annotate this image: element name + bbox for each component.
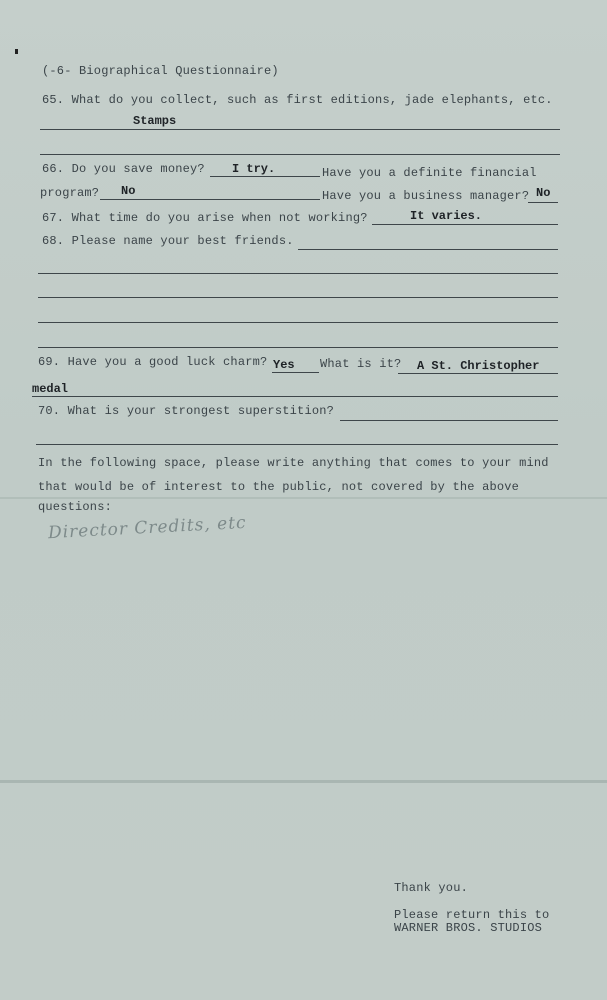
answer-line	[38, 273, 558, 274]
answer-67: It varies.	[410, 209, 483, 223]
ink-mark	[15, 49, 18, 54]
question-65: 65. What do you collect, such as first editions, jade elephants, etc.	[42, 93, 553, 107]
page-header: (-6- Biographical Questionnaire)	[42, 64, 279, 78]
return-line1: Please return this to	[394, 908, 550, 922]
answer-69-charm: Yes	[273, 358, 295, 372]
answer-66-save: I try.	[232, 162, 276, 176]
handwritten-note: Director Credits, etc	[47, 512, 248, 544]
question-69-part2: What is it?	[320, 357, 402, 371]
instructions-line1: In the following space, please write anything that comes to your mind	[38, 456, 549, 470]
answer-line	[40, 129, 560, 130]
question-66-part2: Have you a definite financial	[322, 166, 537, 180]
answer-line	[38, 297, 558, 298]
question-66-part4: Have you a business manager?	[322, 189, 530, 203]
thank-you: Thank you.	[394, 881, 469, 895]
answer-65: Stamps	[133, 114, 177, 128]
question-68: 68. Please name your best friends.	[42, 234, 294, 248]
question-70: 70. What is your strongest superstition?	[38, 404, 335, 418]
question-66: 66. Do you save money?	[42, 162, 205, 176]
question-69: 69. Have you a good luck charm?	[38, 355, 268, 369]
answer-69-continued: medal	[32, 382, 69, 396]
answer-line	[298, 249, 558, 250]
answer-line	[36, 444, 558, 445]
answer-line	[528, 202, 558, 203]
answer-line	[100, 199, 320, 200]
question-67: 67. What time do you arise when not working?	[42, 211, 368, 225]
answer-line	[38, 347, 558, 348]
answer-66-program: No	[121, 184, 136, 198]
return-line2: WARNER BROS. STUDIOS	[394, 921, 543, 935]
answer-69-what: A St. Christopher	[417, 359, 540, 373]
answer-line	[372, 224, 558, 225]
question-66-part3: program?	[40, 186, 100, 200]
answer-line	[398, 373, 558, 374]
answer-line	[40, 154, 560, 155]
answer-line	[272, 372, 319, 373]
instructions-line2: that would be of interest to the public, not covered by the above	[38, 480, 520, 494]
paper-fold	[0, 780, 607, 783]
answer-66-manager: No	[536, 186, 551, 200]
instructions-line3: questions:	[38, 500, 113, 514]
paper-fold	[0, 497, 607, 499]
answer-line	[32, 396, 558, 397]
answer-line	[38, 322, 558, 323]
answer-line	[340, 420, 558, 421]
answer-line	[210, 176, 320, 177]
